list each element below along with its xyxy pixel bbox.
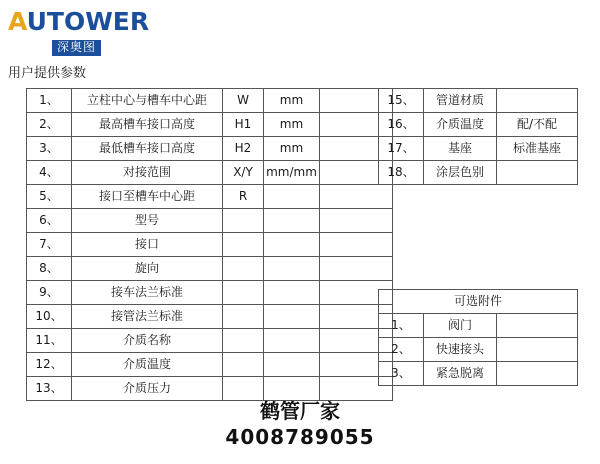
row-symbol [223,281,264,305]
row-symbol [223,353,264,377]
row-label: 接口至槽车中心距 [72,185,223,209]
row-value[interactable] [497,161,578,185]
row-index: 2、 [27,113,72,137]
table-header-row [379,290,578,314]
row-index: 13、 [27,377,72,401]
table-row [27,209,393,233]
footer [0,398,600,450]
row-index: 15、 [379,89,424,113]
table-row [27,281,393,305]
row-label: 紧急脱离 [424,362,497,386]
row-symbol [223,329,264,353]
row-unit: mm/mm [264,161,320,185]
logo-chinese-name: 深奥图 [52,40,101,56]
row-unit [264,329,320,353]
row-unit: mm [264,137,320,161]
row-symbol [223,209,264,233]
user-parameters-table-continued [378,88,578,185]
optional-accessories-table [378,289,578,386]
opt-table-body [379,290,578,386]
row-symbol: R [223,185,264,209]
row-label: 阀门 [424,314,497,338]
table-row [27,353,393,377]
row-unit [264,233,320,257]
table-row [379,137,578,161]
row-label: 快速接头 [424,338,497,362]
row-symbol [223,233,264,257]
table-row [27,377,393,401]
table-row [379,314,578,338]
row-unit [264,281,320,305]
row-index: 8、 [27,257,72,281]
row-value[interactable] [320,209,393,233]
table-row [27,233,393,257]
row-symbol: X/Y [223,161,264,185]
left-table-body [27,89,393,401]
row-label: 最高槽车接口高度 [72,113,223,137]
table-row [27,113,393,137]
row-label: 型号 [72,209,223,233]
table-row [379,113,578,137]
row-label: 涂层色别 [424,161,497,185]
row-index: 12、 [27,353,72,377]
row-label: 旋向 [72,257,223,281]
row-index: 16、 [379,113,424,137]
row-label: 对接范围 [72,161,223,185]
table-row [27,89,393,113]
row-value[interactable] [497,89,578,113]
row-index: 3、 [379,362,424,386]
table-row [379,89,578,113]
row-value[interactable]: 标准基座 [497,137,578,161]
row-index: 9、 [27,281,72,305]
row-label: 基座 [424,137,497,161]
row-index: 1、 [379,314,424,338]
row-index: 2、 [379,338,424,362]
row-label: 最低槽车接口高度 [72,137,223,161]
table-row [27,185,393,209]
page-title: 用户提供参数 [8,66,87,81]
row-unit: mm [264,113,320,137]
row-index: 3、 [27,137,72,161]
right-table-body [379,89,578,185]
user-parameters-table [26,88,393,401]
row-symbol: W [223,89,264,113]
row-label: 介质压力 [72,377,223,401]
row-index: 17、 [379,137,424,161]
row-index: 7、 [27,233,72,257]
row-label: 介质温度 [424,113,497,137]
row-unit [264,353,320,377]
company-logo [8,8,148,54]
table-row [27,161,393,185]
table-row [27,329,393,353]
row-label: 介质名称 [72,329,223,353]
row-symbol: H1 [223,113,264,137]
logo-letter-a: A [8,7,27,36]
row-index: 1、 [27,89,72,113]
table-row [27,257,393,281]
row-index: 4、 [27,161,72,185]
table-row [379,161,578,185]
row-value[interactable] [497,314,578,338]
table-row [27,137,393,161]
row-unit [264,209,320,233]
row-index: 6、 [27,209,72,233]
row-label: 介质温度 [72,353,223,377]
footer-company-text: 鹤管厂家 [260,399,340,423]
row-unit [264,185,320,209]
row-value[interactable] [497,362,578,386]
row-value[interactable]: 配/不配 [497,113,578,137]
row-symbol: H2 [223,137,264,161]
row-label: 立柱中心与槽车中心距 [72,89,223,113]
table-row [379,362,578,386]
row-value[interactable] [320,185,393,209]
row-label: 接管法兰标准 [72,305,223,329]
row-unit: mm [264,89,320,113]
row-symbol [223,257,264,281]
row-index: 10、 [27,305,72,329]
table-row [379,338,578,362]
row-symbol [223,377,264,401]
logo-wordmark [8,8,148,36]
table-row [27,305,393,329]
logo-letters-rest: UTOWER [26,7,150,36]
row-unit [264,305,320,329]
row-label: 接口 [72,233,223,257]
row-unit [264,377,320,401]
row-index: 18、 [379,161,424,185]
row-index: 5、 [27,185,72,209]
optional-accessories-header: 可选附件 [379,290,578,314]
row-label: 接车法兰标准 [72,281,223,305]
row-symbol [223,305,264,329]
footer-phone-number: 4008789055 [225,425,375,449]
row-value[interactable] [320,257,393,281]
row-value[interactable] [497,338,578,362]
row-unit [264,257,320,281]
row-index: 11、 [27,329,72,353]
row-label: 管道材质 [424,89,497,113]
row-value[interactable] [320,233,393,257]
